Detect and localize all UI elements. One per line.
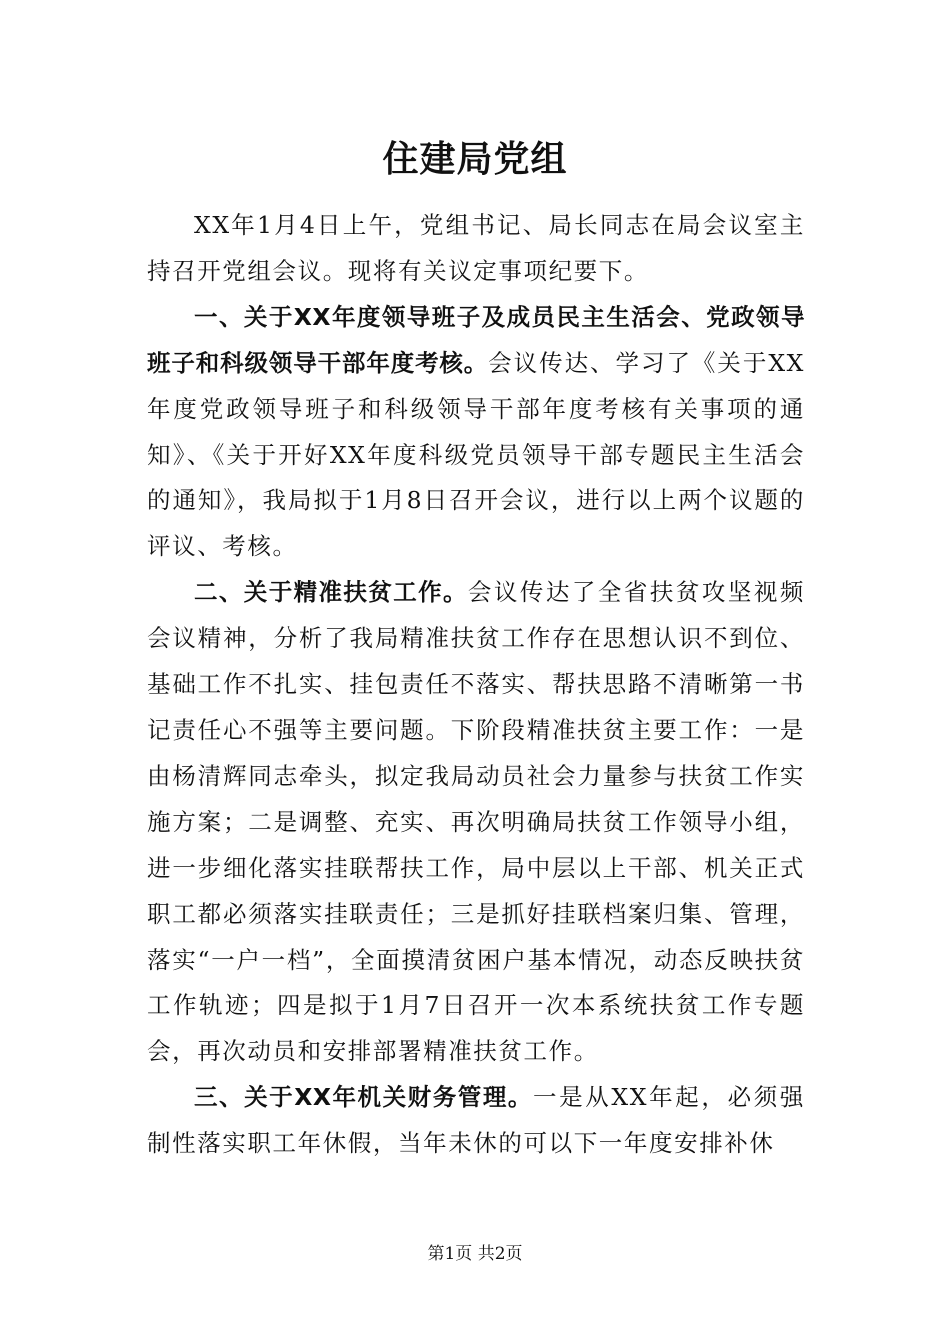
section-3-heading: 三、关于XX年机关财务管理。 (194, 1083, 533, 1112)
section-2-text: 会议传达了全省扶贫攻坚视频会议精神，分析了我局精准扶贫工作存在思想认识不到位、基础工作不扎实、挂包责任不落实、帮扶思路不清晰第一书记责任心不强等主要问题。下阶段精准扶贫主要工作：一是由杨清辉同志牵头，拟定我局动员社会力量参与扶贫工作实施方案；二是调整、充实、再次明确局扶贫工作领导小组，进一步细化落实挂联帮扶工作，局中层以上干部、机关正式职工都必须落实挂联责任；三是抓好挂联档案归集、管理，落实“一户一档”，全面摸清贫困户基本情况，动态反映扶贫工作轨迹；四是拟于1月7日召开一次本系统扶贫工作专题会，再次动员和安排部署精准扶贫工作。 (147, 578, 805, 1066)
section-1-heading: 一、关于XX年度领导班子及成员民主生活会、党政领导班子和科级领导干部年度考核。 (147, 302, 805, 377)
paragraph-section-2 (147, 570, 805, 1075)
paragraph-intro (147, 203, 805, 295)
document-body (147, 203, 805, 1167)
section-1-text: 会议传达、学习了《关于XX年度党政领导班子和科级领导干部年度考核有关事项的通知》、《关于开好XX年度科级党员领导干部专题民主生活会的通知》，我局拟于1月8日召开会议，进行以上两个议题的评议、考核。 (147, 348, 805, 561)
document-title: 住建局党组 (382, 138, 568, 180)
section-2-heading: 二、关于精准扶贫工作。 (194, 578, 468, 607)
paragraph-intro-text: XX年1月4日上午，党组书记、局长同志在局会议室主持召开党组会议。现将有关议定事项纪要下。 (147, 211, 805, 285)
page-number-footer: 第1页 共2页 (427, 1244, 523, 1264)
paragraph-section-1 (147, 295, 805, 570)
section-3-text: 一是从XX年起，必须强制性落实职工年休假，当年未休的可以下一年度安排补休 (147, 1083, 805, 1158)
paragraph-section-3 (147, 1075, 805, 1167)
